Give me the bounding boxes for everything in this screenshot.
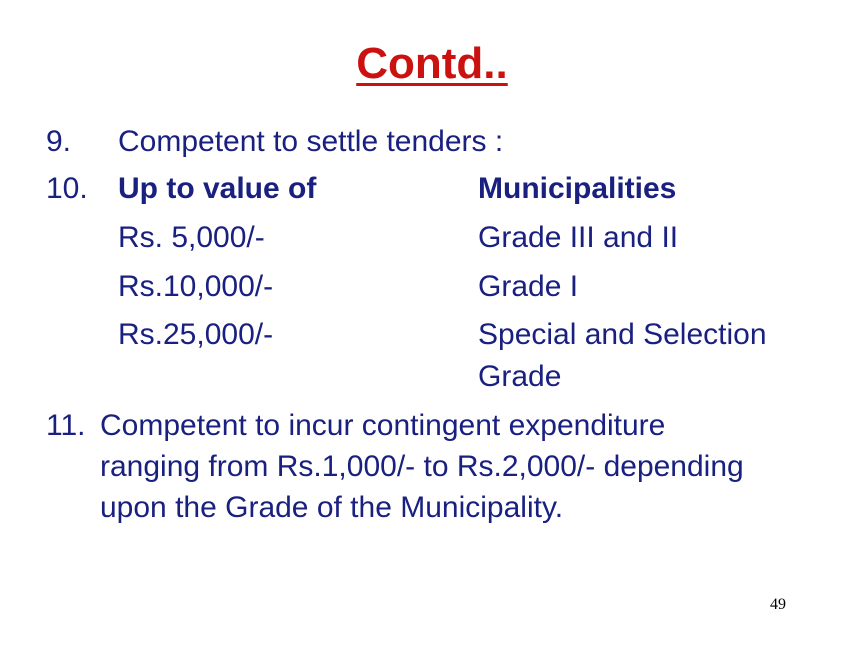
item-9-number: 9. (46, 125, 72, 158)
page-number: 49 (770, 596, 786, 613)
tender-value-1: Rs. 5,000/- (118, 221, 265, 254)
item-9-text: Competent to settle tenders : (118, 125, 504, 158)
slide-title: Contd.. (356, 39, 508, 88)
item-11-line-2: ranging from Rs.1,000/- to Rs.2,000/- depending (100, 450, 744, 483)
item-10-number: 10. (46, 172, 88, 205)
item-10-header-left: Up to value of (118, 172, 317, 205)
item-11-line-3: upon the Grade of the Municipality. (100, 491, 564, 524)
item-10-header-right: Municipalities (478, 172, 677, 205)
item-11-number: 11. (46, 409, 86, 442)
tender-grade-3-continuation: Grade (478, 360, 562, 393)
tender-value-3: Rs.25,000/- (118, 318, 274, 351)
tender-grade-2: Grade I (478, 270, 579, 303)
item-11-line-1: Competent to incur contingent expenditure (100, 409, 666, 442)
tender-grade-3: Special and Selection (478, 318, 767, 351)
tender-grade-1: Grade III and II (478, 221, 679, 254)
tender-value-2: Rs.10,000/- (118, 270, 274, 303)
